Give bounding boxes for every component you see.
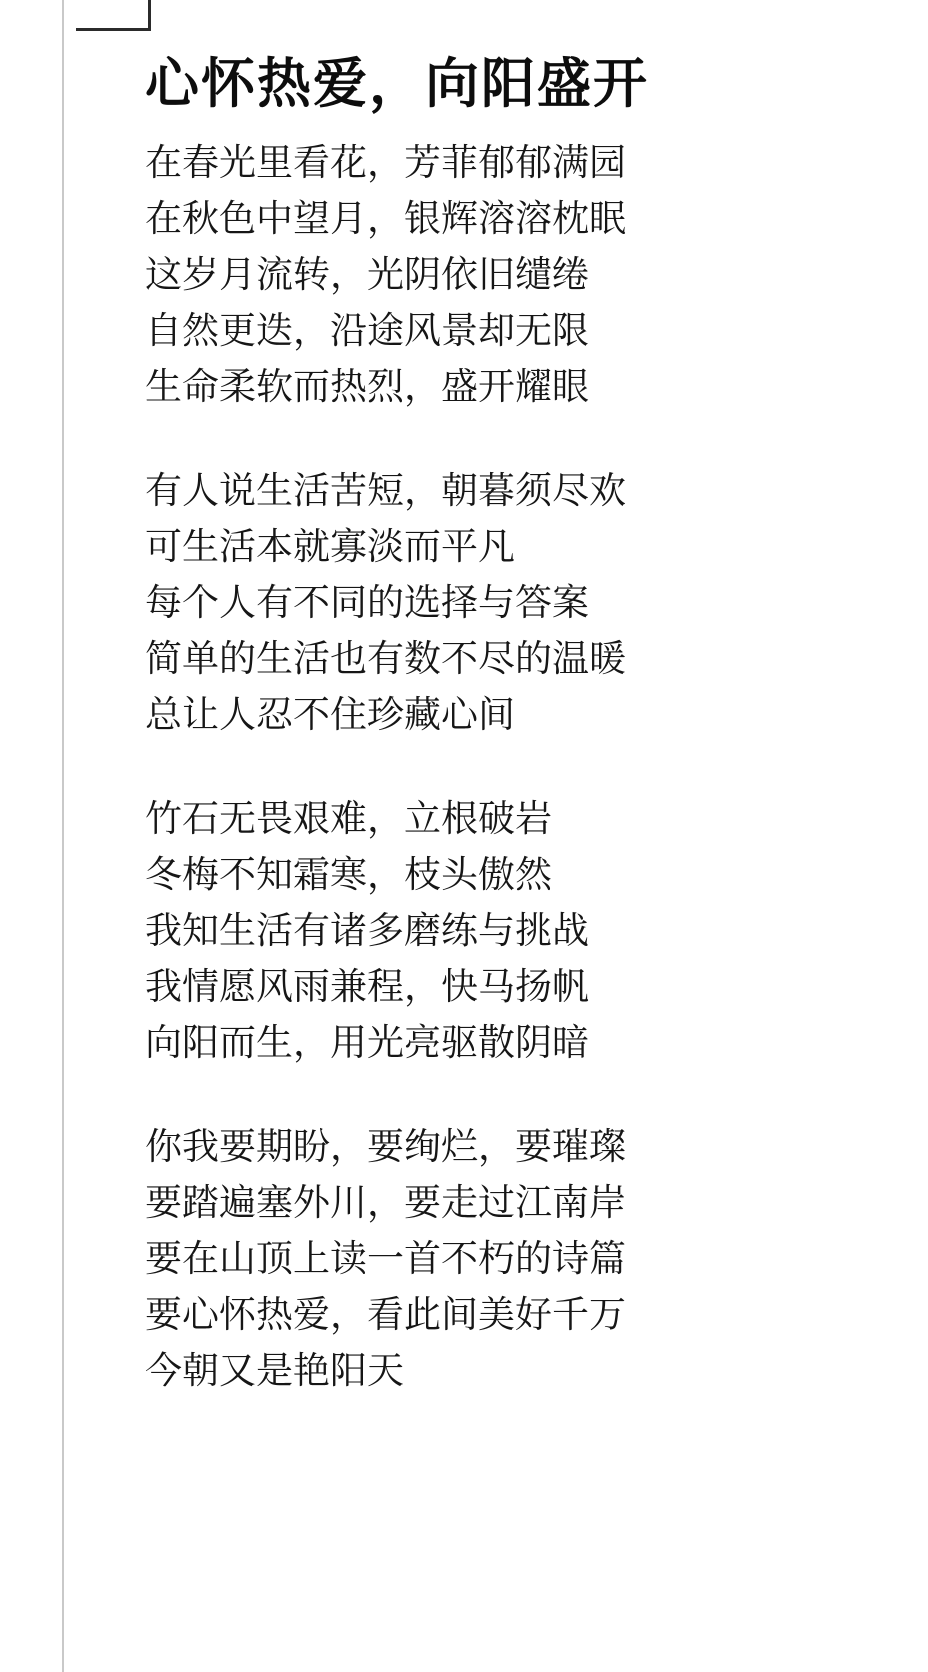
poem-line: 要踏遍塞外川，要走过江南岸 [145, 1181, 626, 1223]
poem-line: 总让人忍不住珍藏心间 [145, 693, 515, 735]
stanza [145, 1119, 885, 1399]
poem-line: 在秋色中望月，银辉溶溶枕眠 [145, 197, 626, 239]
page-title: 心怀热爱，向阳盛开 [145, 54, 649, 114]
poem-line: 这岁月流转，光阴依旧缱绻 [145, 253, 589, 295]
poem-line: 每个人有不同的选择与答案 [145, 581, 589, 623]
poem-line: 要心怀热爱，看此间美好千万 [145, 1293, 626, 1335]
poem-line: 可生活本就寡淡而平凡 [145, 525, 515, 567]
stanza [145, 791, 885, 1071]
poem-line: 生命柔软而热烈，盛开耀眼 [145, 365, 589, 407]
poem-line: 在春光里看花，芳菲郁郁满园 [145, 141, 626, 183]
poem-line: 简单的生活也有数不尽的温暖 [145, 637, 626, 679]
poem-line: 你我要期盼，要绚烂，要璀璨 [145, 1125, 626, 1167]
poem-line: 我知生活有诸多磨练与挑战 [145, 909, 589, 951]
poem-line: 向阳而生，用光亮驱散阴暗 [145, 1021, 589, 1063]
page-left-rule [62, 0, 64, 1672]
poem-line: 我情愿风雨兼程，快马扬帆 [145, 965, 589, 1007]
poem-line: 自然更迭，沿途风景却无限 [145, 309, 589, 351]
poem-line: 竹石无畏艰难，立根破岩 [145, 797, 552, 839]
stanza [145, 135, 885, 415]
poem-line: 今朝又是艳阳天 [145, 1349, 404, 1391]
document-body [145, 0, 885, 1672]
stanza [145, 463, 885, 743]
poem-line: 有人说生活苦短，朝暮须尽欢 [145, 469, 626, 511]
corner-bracket-mark [76, 0, 151, 31]
poem-line: 要在山顶上读一首不朽的诗篇 [145, 1237, 626, 1279]
poem-line: 冬梅不知霜寒，枝头傲然 [145, 853, 552, 895]
